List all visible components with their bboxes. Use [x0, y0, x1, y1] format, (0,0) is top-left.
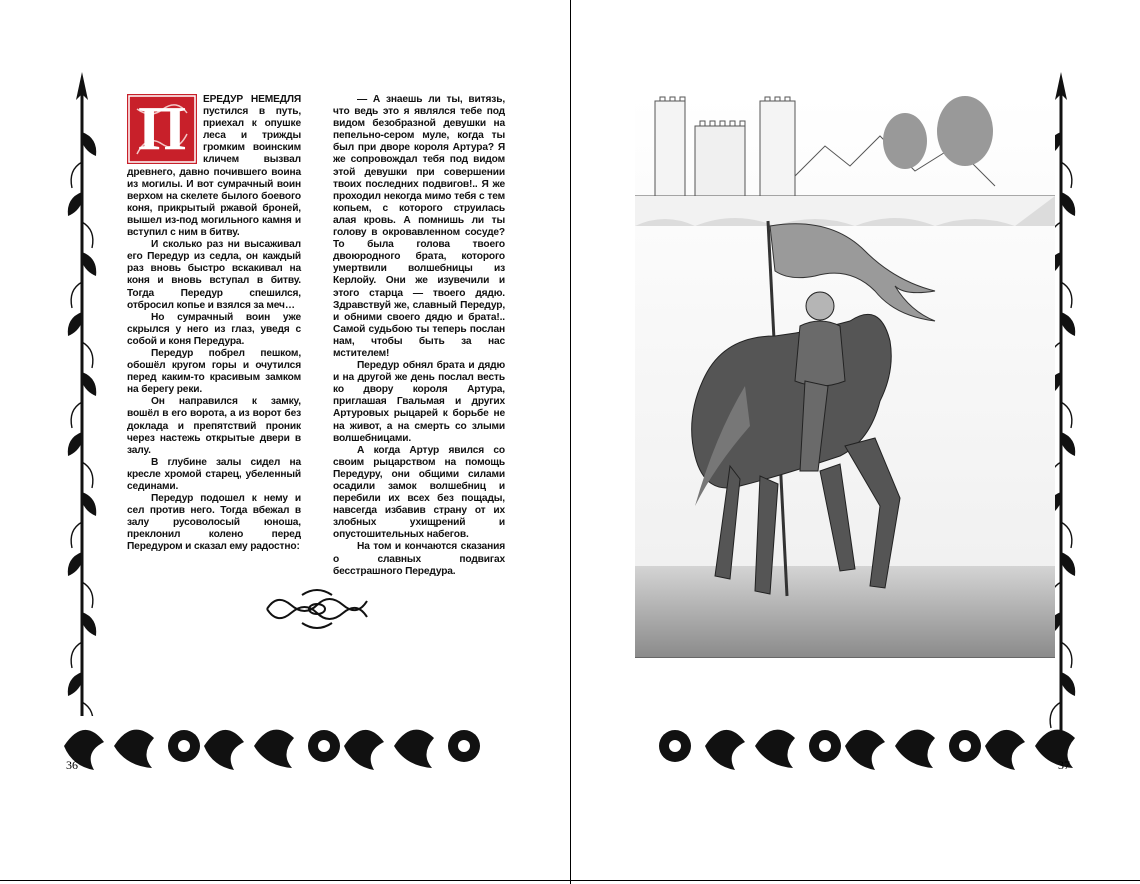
paragraph: В глубине залы сидел на кресле хромой старец, убеленный сединами. [127, 456, 301, 492]
paragraph: А когда Артур явился со своим рыцарством на помощь Передуру, они общими силами осадили замок волшебниц и перебили их всех без пощады, навсегда избавив страну от их злобных ухищрений и опустошительных набегов. [333, 444, 505, 541]
paragraph: Передур подошел к нему и сел против него. Тогда вбежал в залу русоволосый юноша, преклонил колено перед Передуром и сказал ему радостно: [127, 493, 301, 553]
page-number: 36 [66, 758, 78, 772]
ornamental-band-bottom-right [635, 716, 1076, 776]
spear-vine-border-left [58, 72, 106, 762]
paragraph: — А знаешь ли ты, витязь, что ведь это я являлся тебе под видом безобразной девушки на пепельно-сером муле, когда ты был при дворе короля Артура? Я же сопровождал тебя под видом этой девушки при совершении твоих последних подвигов!.. Я же проходил некогда мимо тебя с тем копьем, с которого струилась алая кровь. А помнишь ли ты голову в окровавленном сосуде? То была голова твоего двоюродного брата, которого умертвили волшебницы из Керлойу. Они же изувечили и этого старца — твоего дядю. Здравствуй же, славный Передур, и обними своего дядю и брата!.. Самой судьбою ты теперь послан нам, чтобы быть за нас мстителем! [333, 94, 505, 359]
paragraph: Передур побрел пешком, обошёл кругом горы и очутился перед каким-то красивым замком на берегу реки. [127, 347, 301, 396]
paragraph: Передур обнял брата и дядю и на другой же день послал весть ко двору короля Артура, приглашая Гвальмая и других Артуровых рыцарей к борьбе не на живот, а на смерть со злыми волшебницами. [333, 360, 505, 444]
text-column-1 [127, 94, 301, 554]
end-flourish [262, 585, 372, 633]
paragraph: Он направился к замку, вошёл в его ворота, а из ворот без доклада и препятствий проник через настежь открытые двери в залу. [127, 396, 301, 456]
right-page [571, 0, 1140, 884]
drop-cap [127, 94, 197, 164]
page-number: 37 [1058, 758, 1070, 772]
drop-cap-letter: П [137, 95, 187, 163]
paragraph: И сколько раз ни высаживал его Передур из седла, он каждый раз вновь быстро вскакивал на коня и вновь вступал в битву. Тогда Передур спешился, отбросил копье и взялся за меч… [127, 239, 301, 311]
paragraph: Но сумрачный воин уже скрылся у него из глаз, уведя с собой и коня Передура. [127, 311, 301, 347]
paragraph: ЕРЕДУР НЕМЕДЛЯ пустился в путь, приехал к опушке леса и трижды громким воинским кличем вызвал древнего, давно почившего воина из могилы. И вот сумрачный воин верхом на скелете былого боевого коня, прикрытый ржавой броней, вышел из-под могильного камня и вступил с ним в битву. [127, 94, 301, 239]
ornamental-band-bottom-left [64, 716, 505, 776]
knight-illustration [635, 96, 1055, 658]
paragraph: На том и кончаются сказания о славных подвигах бесстрашного Передура. [333, 541, 505, 577]
text-column-2 [333, 94, 505, 578]
